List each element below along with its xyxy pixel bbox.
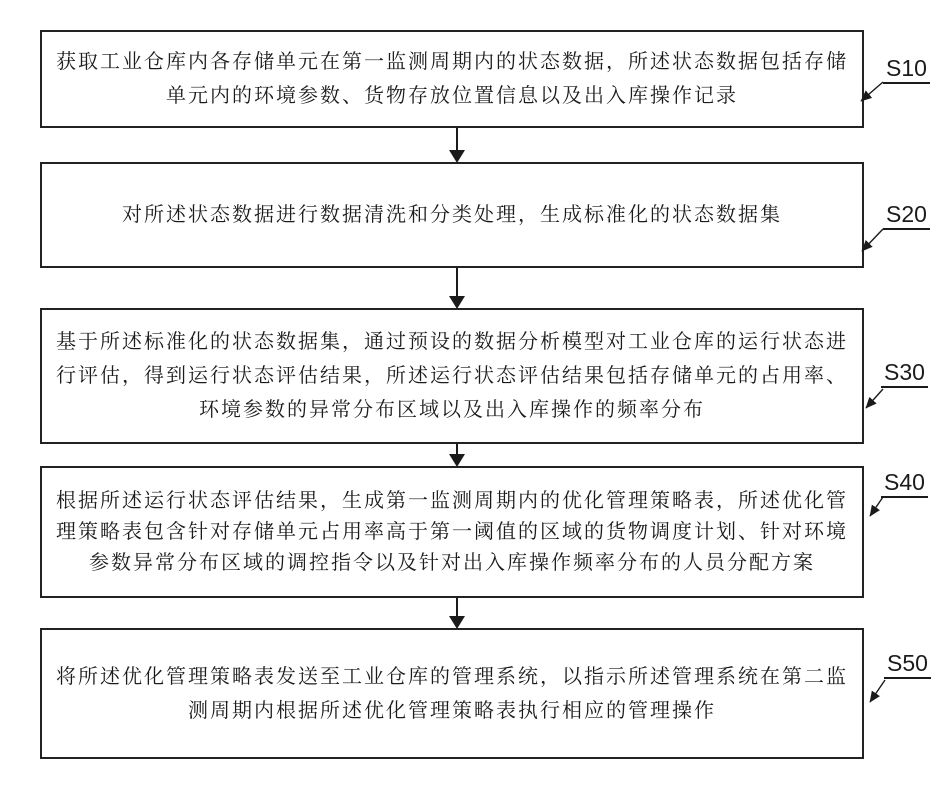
down-arrow-icon-s40-s50	[449, 598, 465, 629]
step-label-s40: S40	[881, 470, 928, 498]
down-arrow-icon-s30-s40	[449, 444, 465, 467]
step-label-s20: S20	[883, 202, 930, 230]
down-arrow-icon-s20-s30	[449, 268, 465, 309]
leader-line-s30	[866, 389, 883, 408]
step-text-s50: 将所述优化管理策略表发送至工业仓库的管理系统，以指示所述管理系统在第二监测周期内根据所述优化管理策略表执行相应的管理操作	[56, 665, 848, 722]
leader-line-s20	[862, 229, 883, 251]
leader-line-s10	[861, 82, 883, 101]
step-label-s30: S30	[881, 360, 928, 388]
leader-line-s50	[870, 680, 885, 702]
down-arrow-icon-s10-s20	[449, 128, 465, 163]
step-label-s10: S10	[883, 56, 930, 84]
step-box-s40	[40, 466, 864, 598]
step-text-s40: 根据所述运行状态评估结果，生成第一监测周期内的优化管理策略表，所述优化管理策略表包含针对存储单元占用率高于第一阈值的区域的货物调度计划、针对环境参数异常分布区域的调控指令以及针对出入库操作频率分布的人员分配方案	[56, 489, 848, 574]
arrow-head	[449, 150, 465, 163]
step-box-s20	[40, 162, 864, 268]
arrow-head	[449, 296, 465, 309]
arrow-head	[449, 616, 465, 629]
step-label-s50: S50	[884, 651, 931, 679]
step-box-s30	[40, 308, 864, 444]
leader-line-s40	[870, 497, 883, 516]
step-text-s30: 基于所述标准化的状态数据集，通过预设的数据分析模型对工业仓库的运行状态进行评估，得到运行状态评估结果，所述运行状态评估结果包括存储单元的占用率、环境参数的异常分布区域以及出入库操作的频率分布	[56, 331, 848, 421]
arrow-head	[449, 454, 465, 467]
step-box-s50	[40, 628, 864, 759]
step-text-s10: 获取工业仓库内各存储单元在第一监测周期内的状态数据，所述状态数据包括存储单元内的环境参数、货物存放位置信息以及出入库操作记录	[56, 51, 848, 107]
step-text-s20: 对所述状态数据进行数据清洗和分类处理，生成标准化的状态数据集	[122, 204, 782, 226]
step-box-s10	[40, 30, 864, 128]
